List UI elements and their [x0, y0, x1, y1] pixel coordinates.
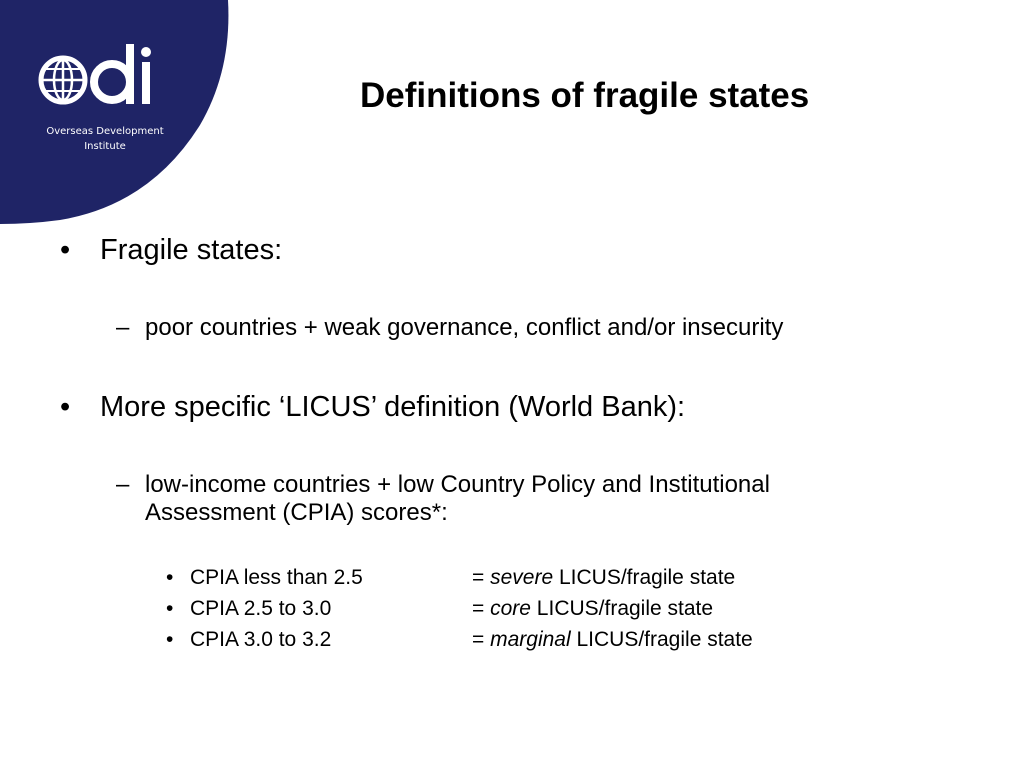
cpia-row-label: CPIA 3.0 to 3.2 [190, 628, 332, 651]
logo-caption-line1: Overseas Development [46, 126, 164, 137]
bullet-marker: • [166, 597, 174, 620]
cpia-row-value [472, 566, 735, 590]
bullet-licus: More specific ‘LICUS’ definition (World Bank): [100, 391, 686, 423]
cpia-severity: core [490, 597, 531, 620]
cpia-severity: severe [490, 566, 554, 589]
bullet-marker: • [60, 234, 71, 266]
dash-marker: – [116, 314, 130, 341]
cpia-category: LICUS/fragile state [530, 597, 714, 620]
licus-definition: low-income countries + low Country Policy and Institutional Assessment (CPIA) scores*: [145, 471, 770, 526]
cpia-category: LICUS/fragile state [553, 566, 736, 589]
logo-caption-line2: Institute [84, 141, 126, 152]
bullet-fragile-states: Fragile states: [100, 234, 283, 266]
bullet-marker: • [166, 628, 174, 651]
cpia-row-value [472, 597, 713, 621]
cpia-category: LICUS/fragile state [570, 628, 753, 651]
bullet-marker: • [60, 391, 71, 423]
slide-title: Definitions of fragile states [360, 76, 810, 115]
cpia-equals: = [472, 566, 491, 589]
fragile-definition: poor countries + weak governance, conflict and/or insecurity [145, 314, 784, 341]
cpia-row-label: CPIA 2.5 to 3.0 [190, 597, 332, 620]
bullet-marker: • [166, 566, 174, 589]
dash-marker: – [116, 471, 130, 498]
cpia-row-value [472, 628, 753, 652]
cpia-severity: marginal [490, 628, 571, 651]
cpia-equals: = [472, 628, 491, 651]
cpia-equals: = [472, 597, 491, 620]
cpia-row-label: CPIA less than 2.5 [190, 566, 363, 589]
